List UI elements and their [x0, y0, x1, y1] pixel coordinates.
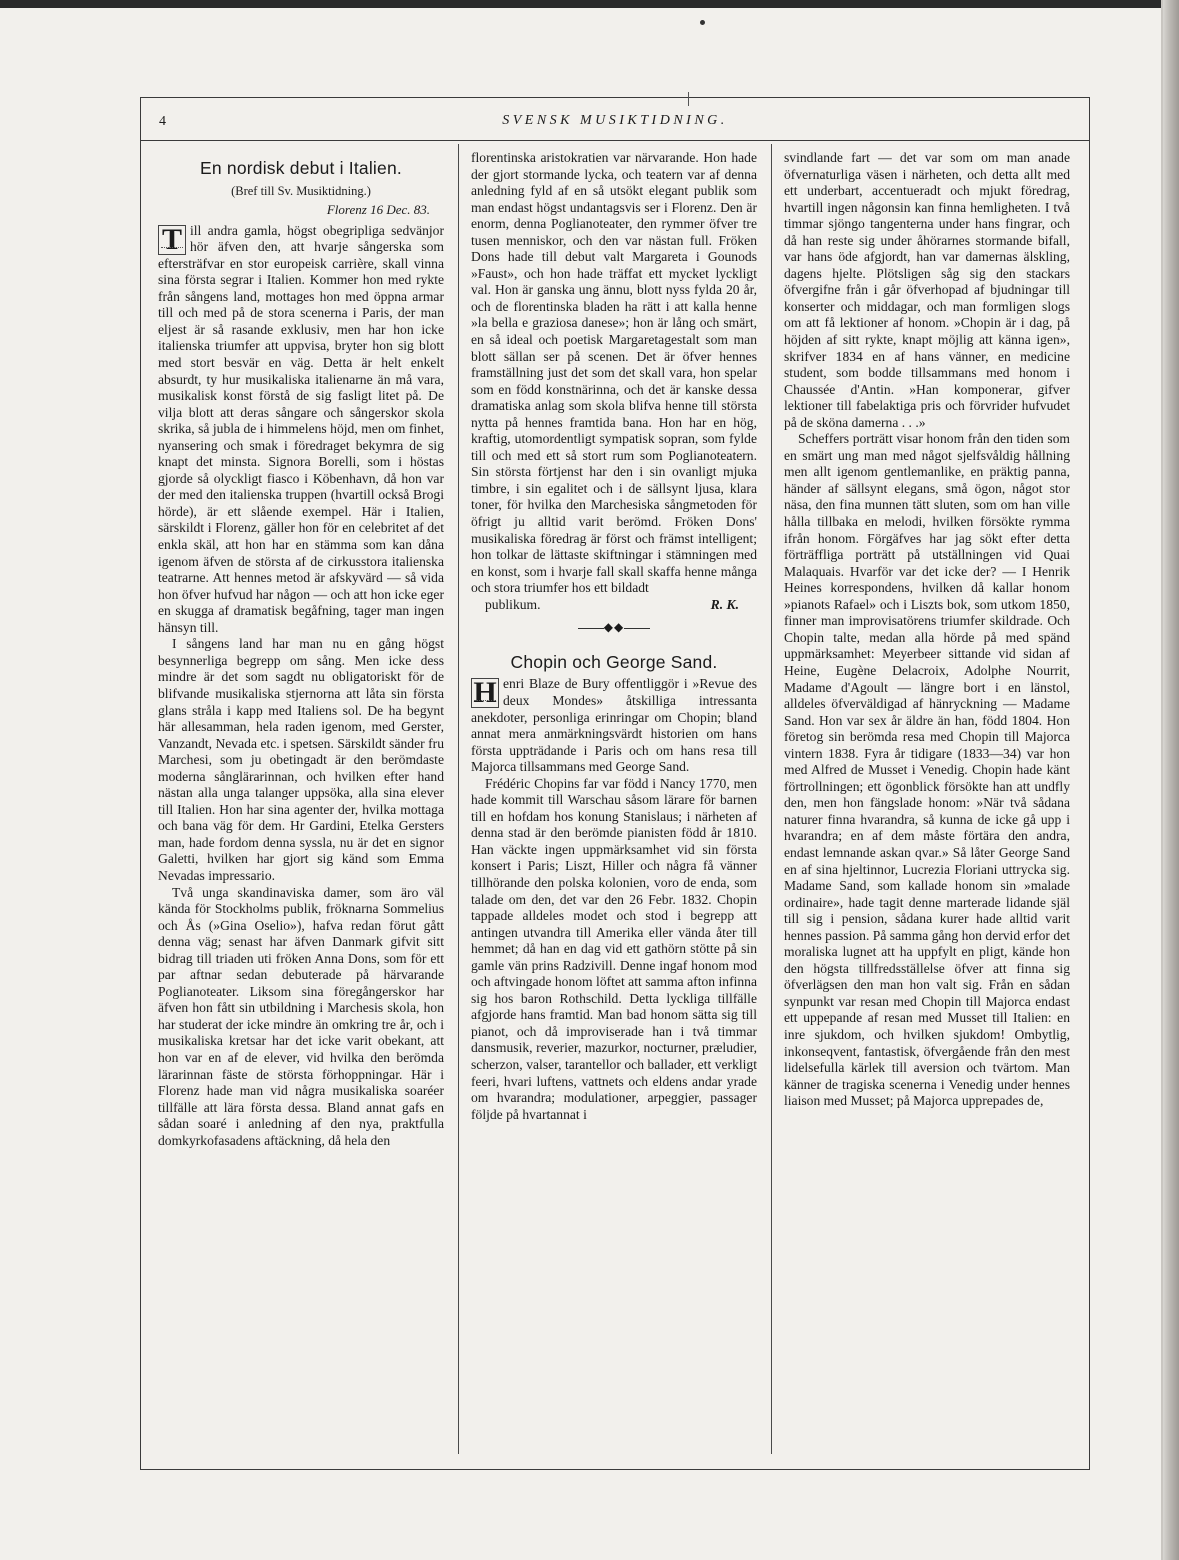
article-paragraph-continued: svindlande fart — det var som om man anade öfvernaturliga väsen i närheten, och detta allt med ett underbart, accentueradt och mjukt föredrag, hvartill ingen någonsin kan finna hemligheten. I två timmar sjöngo tangenterna under hans fingrar, och då han reste sig under åhörarnes stormande bifall, var hans öde afgjordt, han var damernas älskling, dagens hjelte. Plötsligen såg sig den stackars öfvergifne från i går öfverhopad af bjudningar till konserter och middagar, och man formligen slogs om att få lektioner af honom. »Chopin är i dag, på höjden af sitt rykte, knapt möjlig att känna igen», skrifver 1834 en af hans vänner, en medicine student, som bodde tillsammans med honom i Chaussée d'Antin. »Han komponerar, gifver lektioner till fabelaktiga pris och förvrider hufvudet på de sköna damerna . . .» [784, 150, 1070, 430]
header-tick-mark [688, 92, 689, 106]
newspaper-page [140, 97, 1090, 1470]
article-subtitle: (Bref till Sv. Musiktidning.) [231, 183, 371, 198]
column-1 [158, 150, 444, 1450]
drop-cap-initial: H [471, 678, 499, 708]
column-2 [471, 150, 757, 1450]
page-header [141, 98, 1089, 141]
scan-edge-right [1163, 0, 1179, 1560]
column-3 [784, 150, 1070, 1450]
scan-edge-top [0, 0, 1179, 8]
paragraph-text: enri Blaze de Bury offentliggör i »Revue des deux Mondes» åtskilliga intressanta anekdoter, personliga erinringar om Chopin; bland annat mera anmärkningsvärdt historien om hans första uppträdande i Paris och om hans resa till Majorca tillsammans med George Sand. [471, 676, 757, 775]
article-paragraph: Två unga skandinaviska damer, som äro väl kända för Stockholms publik, fröknarna Sommelius och Ås (»Gina Oselio»), hafva redan förut gått denna väg; senast har äfven Danmark gifvit sitt bidrag till triaden uti fröken Anna Dons, som för ett par aftnar sedan debuterade på härvarande Poglianoteater. Liksom sina föregångerskor har äfven hon fått sin utbildning i Marchesis skola, hon har studerat der icke mindre än omkring tre år, och i musikaliska kretsar har det icke varit obekant, att hon var en af de elever, vid hvilka den berömda lärarinnan fäste de största förhoppningar. Här i Florenz hade man vid några musikaliska soaréer tillfälle att lära första dessa. Bland annat gafs en sådan soaré i anledning af den nya, praktfulla domkyrkofasadens aftäckning, då hela den [158, 884, 444, 1148]
author-signature: R. K. [710, 596, 739, 612]
article-paragraph [158, 223, 444, 637]
section-divider-ornament: ◆◆ [471, 619, 757, 636]
paragraph-text: ill andra gamla, högst obegripliga sedvänjor hör äfven den, att hvarje sångerska som eftersträfvar en stor europeisk carrière, skall vinna sina första segrar i Italien. Kommer hon med rykte från sångens land, mottages hon med öppna armar till och med på de stora scenerna i Paris, der man eljest är så rasande exklusiv, men har hon icke italienska triumfer att uppvisa, bryter hon sig blott med stort besvär en väg. Detta är helt enkelt absurdt, ty hur musikaliska italienarne än må vara, musikalisk konst förstå de sig fasligt litet på. De vilja blott att deras sångare och sångerskor skola skrika, så jubla de i himmelens höjd, men om finhet, nyansering och smak i föredraget bekymra de sig knapt det minsta. Signora Borelli, som i höstas gjorde så olyckligt fiasco i Köbenhavn, då hon var der med den italienska truppen (hvartill också Brogi hörde), är ett slående exempel. Här i Italien, särskildt i Florenz, gäller hon för en celebritet af det enkla skäl, att hon har en stämma som kan dåna igenom äfven de största af de cirkusstora italienska teatrarne. Att hennes metod är afskyvärd — så vida hon öfver hufvud har någon — och att hon icke eger en skugga af dramatisk begåfning, tager man ingen hänsyn till. [158, 222, 444, 635]
journal-title: SVENSK MUSIKTIDNING. [502, 113, 728, 128]
article-paragraph: Frédéric Chopins far var född i Nancy 1770, men hade kommit till Warschau såsom lärare för barnen till en hofdam hos konung Stanislaus; i närheten af denna stad är den berömde pianisten född år 1810. Han väckte ingen uppmärksamhet vid sin första konsert i Paris; Liszt, Hiller och några få vänner tillhörande den polska kolonien, voro de enda, som talade om den, det var den 26 Febr. 1832. Chopin tappade alldeles modet och stod i begrepp att antingen utvandra till Amerika eller vända åter till hemmet; då han en dag vid ett gathörn stötte på sin gamle vän prins Radzivill. Denne ingaf honom mod och aftvingade honom löftet att samma afton infinna sig hos baron Rothschild. Detta lyckliga tillfälle afgjorde hans framtid. Man bad honom sätta sig till pianot, och då improviserade han i två timmar dansmusik, reverier, mazurkor, nocturner, præludier, scherzon, valser, tarantellor och ballader, ett verkligt feeri, hvari luftens, vattnets och eldens andar yrade om hvarandra; modulationer, arpeggier, passager följde på hvartannat i [471, 775, 757, 1122]
last-word: publikum. [485, 596, 541, 612]
page-number: 4 [159, 114, 166, 129]
article-signature-line [471, 597, 757, 614]
drop-cap-initial: T [158, 225, 186, 255]
column-rule-1 [458, 144, 459, 1454]
article-paragraph [471, 676, 757, 775]
article-title-nordisk-debut: En nordisk debut i Italien. [200, 158, 402, 178]
ink-dot [700, 20, 705, 25]
article-title-chopin: Chopin och George Sand. [510, 651, 718, 672]
column-rule-2 [771, 144, 772, 1454]
article-paragraph: Scheffers porträtt visar honom från den tiden som en smärt ung man med något sjelfsvåldig hållning men allt igenom gentlemanlike, en präktig panna, händer af sällsynt elegans, små ögon, något stor näsa, den fina munnen tätt sluten, som om han ville hålla tillbaka en melodi, hvilken försökte rymma ifrån honom. Förgäfves har jag sökt efter detta förträffliga porträtt på utställningen vid Quai Malaquais. Hvarför var det icke der? — I Henrik Heines korrespondens, hvilken då kallar honom »pianots Rafael» och i Liszts bok, som utkom 1850, finner man improvisatörens triumfer skildrade. Och Chopin talte, medan alla hörde på med spänd uppmärksamhet: Meyerbeer sittande vid sidan af Heine, Eugène Delacroix, Adolphe Nourrit, Madame d'Agoult — längre bort i en länstol, alldeles öfverväldigad af hänryckning — Madame Sand. Hon var sex år äldre än han, född 1804. Hon företog sin berömda resa med Chopin till Majorca vintern 1838. Fyra år tidigare (1833—34) var hon med Alfred de Musset i Venedig. Chopin hade känt förtrollningen; ett ögonblick försökte han att undfly den, men hon fängslade honom: »När två sådana naturer finna hvarandra, så kunna de icke gå upp i hvarandra; en af dem måste förtära den andra, endast lemnande askan qvar.» Så låter George Sand en af sina hjeltinnor, Lucrezia Floriani uttrycka sig. Madame Sand, som kallade honom sin »malade ordinaire», hade tagit denne marterade lidande själ till sig i pension, sådana kurer hade alltid varit hennes passion. På samma gång hon dervid erfor det moraliska lugnet att ha uppfylt en pligt, kände hon den högsta tillfredsställelse öfver att finna sig öfverlägsen den man hon valt sig. Från en sådan synpunkt var resan med Chopin till Majorca endast ett uppepande af resan med Musset till Italien: en inre sjukdom, och hvilken sjukdom! Ombytlig, inkonseqvent, fantastisk, öfvergående från den mest lidelsefulla kärlek till aversion och tvärtom. Man känner de tragiska scenerna i Venedig under hennes liaison med Musset; på Majorca upprepades de, [784, 431, 1070, 1109]
article-dateline: Florenz 16 Dec. 83. [326, 202, 430, 218]
article-paragraph-continued: florentinska aristokratien var närvarande. Hon hade der gjort stormande lycka, och teatern var af denna anledning fyld af en så utsökt elegant publik som man endast högst undantagsvis ser i Florenz. Den är enorm, denna Poglianoteater, den rymmer öfver tre tusen menniskor, och den var nästan full. Fröken Dons hade till debut valt Margareta i Gounods »Faust», och hon hade träffat ett mycket lyckligt val. Hon är ganska ung ännu, blott nyss fylda 20 år, och de florentinska bladen ha rätt i att kalla henne »la bella e graziosa danese»; hon är lång och smärt, en så ideal och poetisk Margaretagestalt som man blott sällan ser på scenen. Det är öfver hennes framställning just det som det skall vara, hon spelar som en född konstnärinna, och det är kanske dessa dramatiska anlag som skola blifva henne till största nytta på hennes framtida bana. Hon har en hög, kraftig, utomordentligt sympatisk sopran, som fylde till och med ett så stort rum som Poglianoteatern. Sin största förtjenst har den i sin ovanligt mjuka timbre, i sin egalitet och i de sällsynt ljusa, klara toner, för hvilka den Marchesiska sångmetoden för öfrigt ju alltid varit berömd. Fröken Dons' musikaliska föredrag är först och främst intelligent; hon tolkar de lättaste skiftningar i stämningen med en konst, som i hvarje fall skall skaffa henne många och stora triumfer hos ett bildadt [471, 150, 757, 596]
article-paragraph: I sångens land har man nu en gång högst besynnerliga begrepp om sång. Men icke dess mindre är det som sagdt nu obligatoriskt för de blifvande musikaliska stjernorna att låta sin första glans stråla i kapp med Italiens sol. De ha begynt här allesamman, hela raden igenom, med Gerster, Vanzandt, Nevada etc. i spetsen. Särskildt sänder fru Marchesi, som ju obetingadt är den berömdaste moderna sånglärarinnan, och hvilken efter hand nästan alla unga talanger uppsöka, alla sina elever till Italien. Hon har sina agenter der, hvilka mottaga och bana väg för dem. Hr Gardini, Etelka Gersters man, hade fordom denna syssla, nu är det en signor Galetti, hvilken har gjort sig känd som Emma Nevadas impressario. [158, 636, 444, 883]
